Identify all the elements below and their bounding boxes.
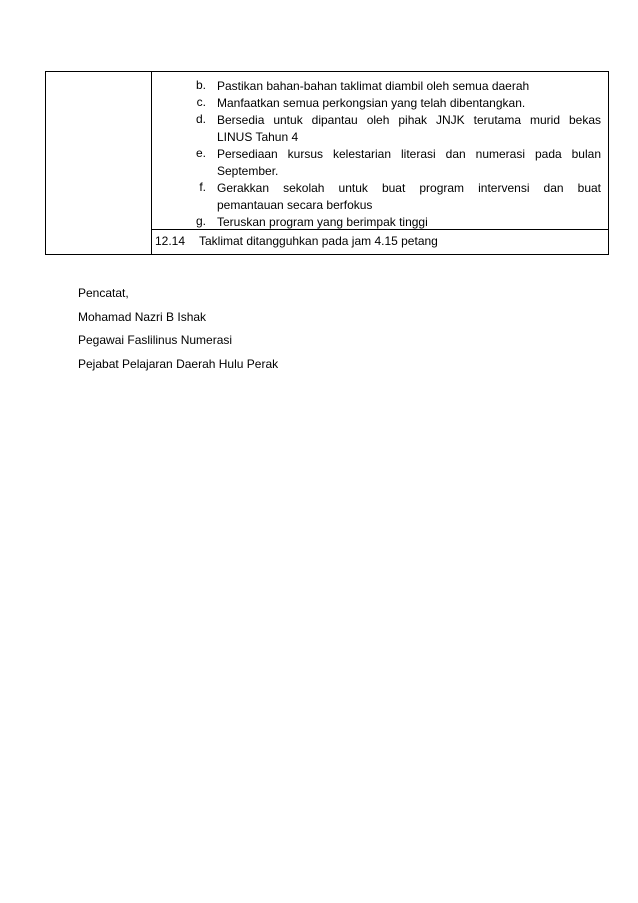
list-item-line: Bersedia untuk dipantau oleh pihak JNJK terutama murid bekas <box>217 113 601 127</box>
list-item-letter: d. <box>195 112 206 126</box>
adjournment-row <box>152 229 608 254</box>
list-item-line: Gerakkan sekolah untuk buat program intervensi dan buat <box>217 181 601 195</box>
list-item-letter: c. <box>196 95 206 109</box>
list-item-letter: b. <box>195 78 206 92</box>
list-item-text <box>217 95 601 112</box>
list-item-text <box>217 112 601 145</box>
table-left-column <box>46 72 152 254</box>
list-item-letter: g. <box>195 214 206 228</box>
signature-position: Pegawai Faslilinus Numerasi <box>78 333 233 347</box>
list-item-line: LINUS Tahun 4 <box>217 129 299 144</box>
list-item-line: pemantauan secara berfokus <box>217 197 373 212</box>
list-item-letter: f. <box>199 180 206 194</box>
list-item-line: Persediaan kursus kelestarian literasi dan numerasi pada bulan <box>217 147 601 161</box>
list-item-text <box>217 180 601 213</box>
list-item-text <box>217 78 601 95</box>
signature-label: Pencatat, <box>78 286 129 300</box>
list-item-letter: e. <box>195 146 206 160</box>
list-item-line: Pastikan bahan-bahan taklimat diambil oleh semua daerah <box>217 79 530 93</box>
list-item-line: September. <box>217 163 279 178</box>
table-right-column <box>152 72 608 254</box>
adjournment-text: Taklimat ditangguhkan pada jam 4.15 petang <box>199 234 438 248</box>
signature-block <box>78 282 278 376</box>
signature-name: Mohamad Nazri B Ishak <box>78 309 207 324</box>
list-item-line: Teruskan program yang berimpak tinggi <box>217 215 428 229</box>
list-item-text <box>217 146 601 179</box>
minutes-table <box>45 71 609 255</box>
signature-office: Pejabat Pelajaran Daerah Hulu Perak <box>78 356 279 371</box>
list-item-line: Manfaatkan semua perkongsian yang telah dibentangkan. <box>217 96 526 110</box>
item-number: 12.14 <box>155 234 186 248</box>
